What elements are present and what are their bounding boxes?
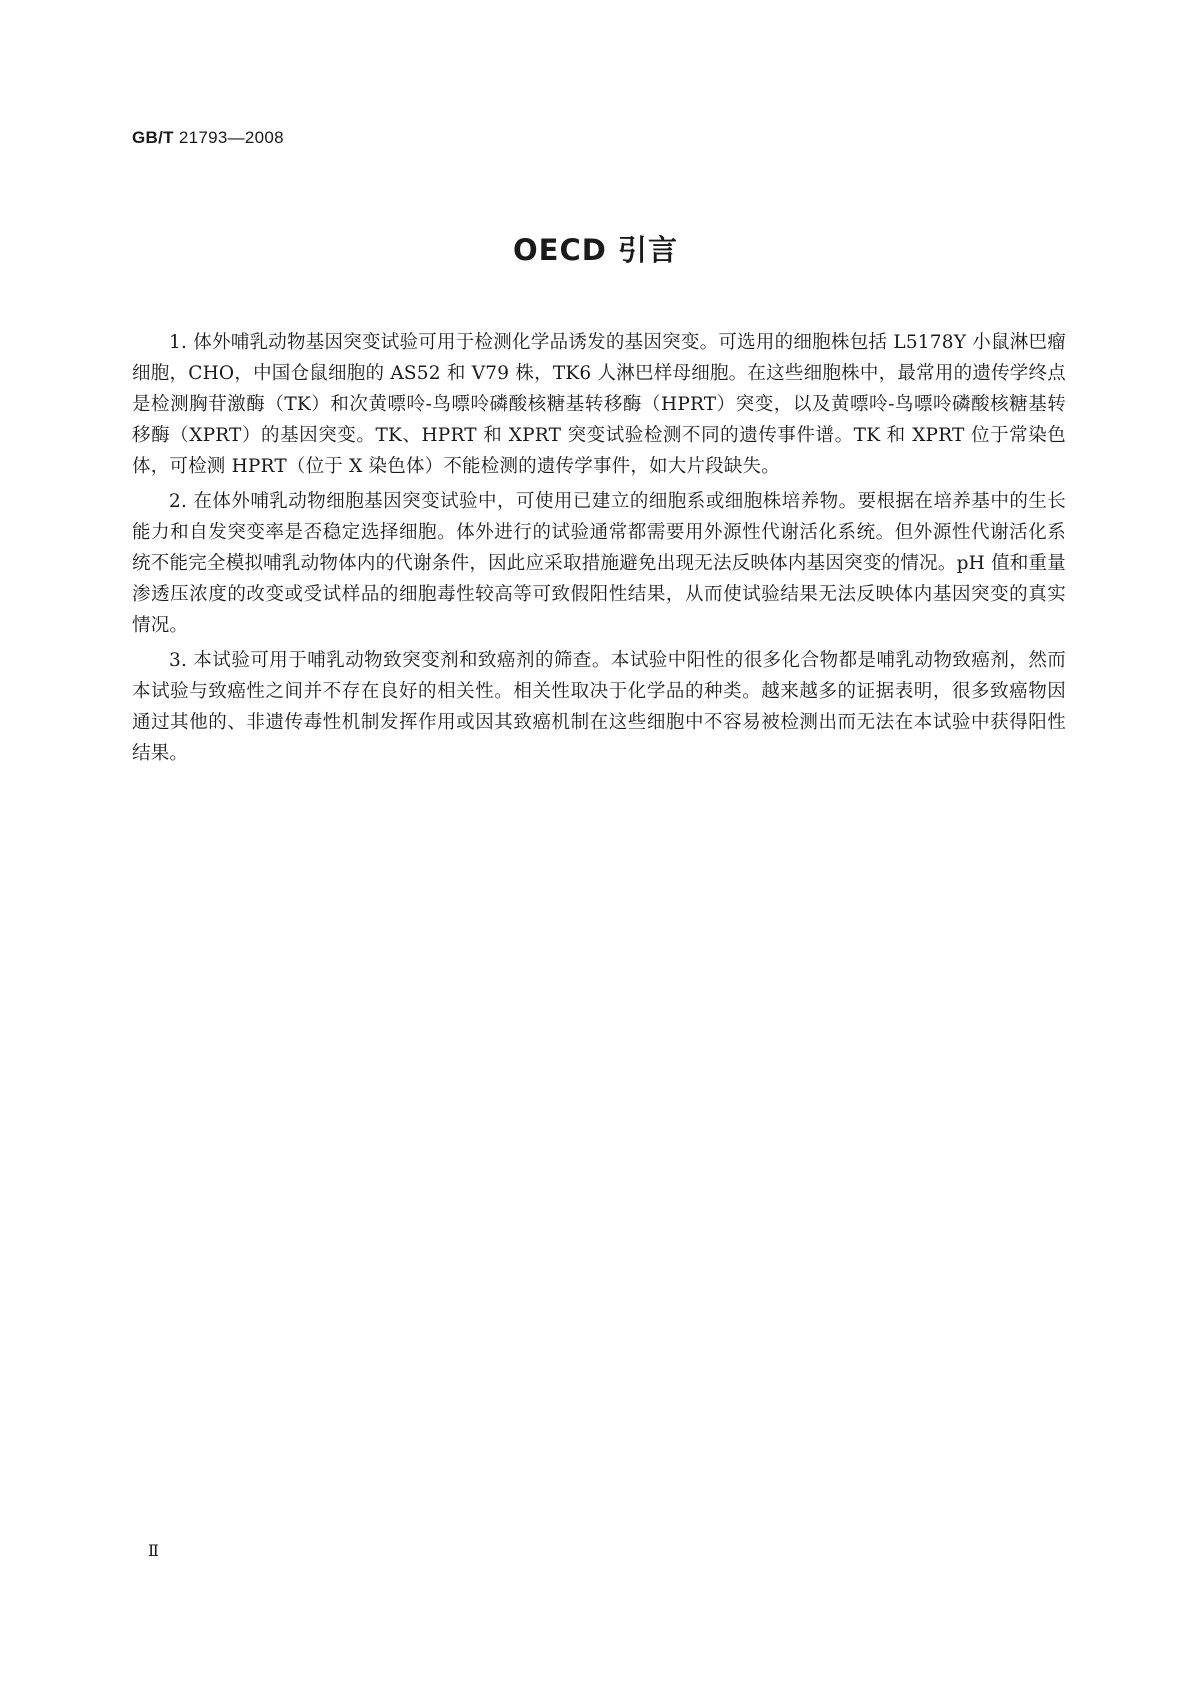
standard-code xyxy=(132,128,284,148)
body-text xyxy=(132,327,1066,773)
page-number: Ⅱ xyxy=(148,1541,159,1560)
page-title: OECD 引言 xyxy=(513,233,678,267)
standard-code-prefix: GB/T xyxy=(132,128,174,147)
paragraph-1: 1. 体外哺乳动物基因突变试验可用于检测化学品诱发的基因突变。可选用的细胞株包括 L5178Y 小鼠淋巴瘤细胞，CHO，中国仓鼠细胞的 AS52 和 V79 株，TK6 人淋巴样母细胞。在这些细胞株中，最常用的遗传学终点是检测胸苷激酶（TK）和次黄嘌呤-鸟嘌呤磷酸核糖基转移酶（HPRT）突变，以及黄嘌呤-鸟嘌呤磷酸核糖基转移酶（XPRT）的基因突变。TK、HPRT 和 XPRT 突变试验检测不同的遗传事件谱。TK 和 XPRT 位于常染色体，可检测 HPRT（位于 X 染色体）不能检测的遗传学事件，如大片段缺失。 xyxy=(132,332,1066,477)
standard-code-number: 21793—2008 xyxy=(178,128,284,147)
paragraph-3: 3. 本试验可用于哺乳动物致突变剂和致癌剂的筛查。本试验中阳性的很多化合物都是哺乳动物致癌剂，然而本试验与致癌性之间并不存在良好的相关性。相关性取决于化学品的种类。越来越多的证据表明，很多致癌物因通过其他的、非遗传毒性机制发挥作用或因其致癌机制在这些细胞中不容易被检测出而无法在本试验中获得阳性结果。 xyxy=(132,650,1066,764)
paragraph-2: 2. 在体外哺乳动物细胞基因突变试验中，可使用已建立的细胞系或细胞株培养物。要根据在培养基中的生长能力和自发突变率是否稳定选择细胞。体外进行的试验通常都需要用外源性代谢活化系统。但外源性代谢活化系统不能完全模拟哺乳动物体内的代谢条件，因此应采取措施避免出现无法反映体内基因突变的情况。pH 值和重量渗透压浓度的改变或受试样品的细胞毒性较高等可致假阳性结果，从而使试验结果无法反映体内基因突变的真实情况。 xyxy=(132,491,1066,636)
